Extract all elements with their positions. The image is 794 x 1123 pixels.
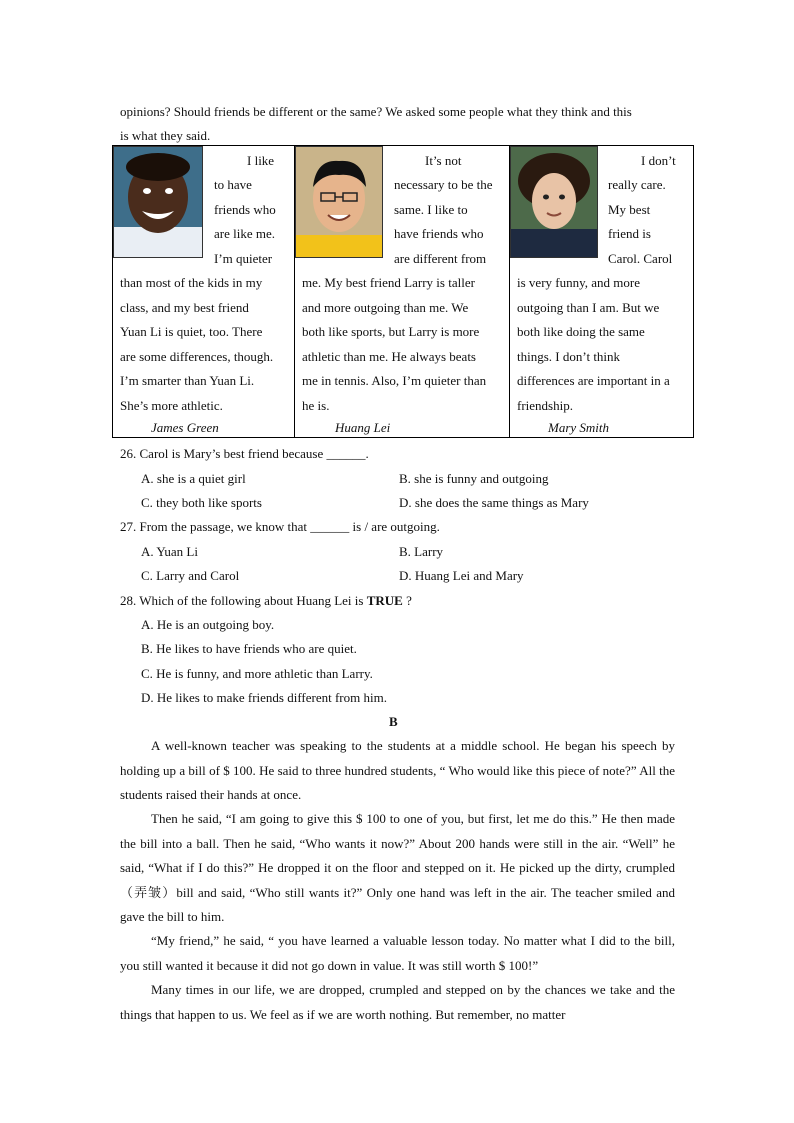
- question-26-option-b[interactable]: B. she is funny and outgoing: [399, 471, 549, 486]
- james-line-6: class, and my best friend: [120, 300, 249, 315]
- mary-line-5: is very funny, and more: [517, 275, 640, 290]
- opinion-mary-smith: [510, 146, 693, 437]
- mary-line-1: really care.: [608, 177, 666, 192]
- section-b-title: B: [389, 714, 398, 729]
- mary-line-7: both like doing the same: [517, 324, 645, 339]
- opinion-james-green: [113, 146, 295, 437]
- section-b-paragraph-1: A well-known teacher was speaking to the students at a middle school. He began his speech by holding up a bill of $ 100. He said to three hundred students, “ Who would like this piece of note?” All the students raised their hands at once.: [120, 738, 675, 802]
- opinions-table: [112, 145, 694, 438]
- question-27-stem: 27. From the passage, we know that ______ is / are outgoing.: [120, 519, 440, 534]
- question-28-option-b[interactable]: B. He likes to have friends who are quiet.: [141, 641, 357, 656]
- question-26-option-c[interactable]: C. they both like sports: [141, 495, 262, 510]
- james-line-8: are some differences, though.: [120, 349, 274, 364]
- james-line-2: friends who: [214, 202, 276, 217]
- james-green-name: James Green: [151, 420, 219, 435]
- huang-line-1: necessary to be the: [394, 177, 493, 192]
- question-28-stem: [120, 592, 412, 610]
- question-27-option-a[interactable]: A. Yuan Li: [141, 544, 198, 559]
- huang-line-0: It’s not: [425, 153, 462, 168]
- james-line-9: I’m smarter than Yuan Li.: [120, 373, 255, 388]
- james-line-3: are like me.: [214, 226, 275, 241]
- question-28-stem-bold: TRUE: [366, 593, 403, 608]
- huang-line-10: he is.: [302, 398, 330, 413]
- question-28-option-a[interactable]: A. He is an outgoing boy.: [141, 617, 275, 632]
- opinion-huang-lei: [295, 146, 510, 437]
- huang-line-7: both like sports, but Larry is more: [302, 324, 480, 339]
- mary-line-0: I don’t: [641, 153, 676, 168]
- mary-line-10: friendship.: [517, 398, 573, 413]
- huang-line-5: me. My best friend Larry is taller: [302, 275, 475, 290]
- mary-line-3: friend is: [608, 226, 651, 241]
- james-line-10: She’s more athletic.: [120, 398, 223, 413]
- question-28-option-c[interactable]: C. He is funny, and more athletic than Larry.: [141, 666, 373, 681]
- question-27-option-b[interactable]: B. Larry: [399, 544, 444, 559]
- huang-line-4: are different from: [394, 251, 487, 266]
- james-line-1: to have: [214, 177, 252, 192]
- intro-line-2: is what they said.: [120, 128, 211, 143]
- section-b-paragraph-2: Then he said, “I am going to give this $ 100 to one of you, but first, let me do this.” He then made the bill into a ball. Then he said, “Who wants it now?” About 200 hands were still in the air. “Well” he said, “What if I do this?” He dropped it on the floor and stepped on it. He picked up the dirty, crumpled（弄皱）bill and said, “Who still wants it?” Only one hand was left in the air. The teacher smiled and gave the bill to him.: [120, 811, 675, 924]
- james-line-4: I’m quieter: [214, 251, 273, 266]
- huang-line-2: same. I like to: [394, 202, 468, 217]
- huang-line-3: have friends who: [394, 226, 484, 241]
- huang-lei-name: Huang Lei: [335, 420, 391, 435]
- mary-line-8: things. I don’t think: [517, 349, 621, 364]
- section-b-paragraph-3: “My friend,” he said, “ you have learned a valuable lesson today. No matter what I did to the bill, you still wanted it because it did not go down in value. It was still worth $ 100!”: [120, 933, 675, 973]
- huang-lei-photo: [295, 146, 383, 258]
- question-28-stem-text: 28. Which of the following about Huang Lei is: [120, 593, 367, 608]
- james-line-0: I like: [247, 153, 275, 168]
- question-26-option-d[interactable]: D. she does the same things as Mary: [399, 495, 589, 510]
- question-26-stem: 26. Carol is Mary’s best friend because ______.: [120, 446, 369, 461]
- mary-smith-photo: [510, 146, 598, 258]
- mary-line-9: differences are important in a: [517, 373, 670, 388]
- james-line-5: than most of the kids in my: [120, 275, 263, 290]
- question-28-stem-end: ?: [402, 593, 412, 608]
- huang-line-6: and more outgoing than me. We: [302, 300, 469, 315]
- james-line-7: Yuan Li is quiet, too. There: [120, 324, 263, 339]
- intro-line-1: opinions? Should friends be different or the same? We asked some people what they think and this: [120, 104, 632, 119]
- mary-line-2: My best: [608, 202, 651, 217]
- mary-line-4: Carol. Carol: [608, 251, 673, 266]
- huang-line-9: me in tennis. Also, I’m quieter than: [302, 373, 487, 388]
- mary-line-6: outgoing than I am. But we: [517, 300, 660, 315]
- section-b-paragraph-4: Many times in our life, we are dropped, crumpled and stepped on by the chances we take and the things that happen to us. We feel as if we are worth nothing. But remember, no matter: [120, 982, 675, 1022]
- james-green-photo: [113, 146, 203, 258]
- question-27-option-c[interactable]: C. Larry and Carol: [141, 568, 240, 583]
- mary-smith-name: Mary Smith: [548, 420, 610, 435]
- question-27-option-d[interactable]: D. Huang Lei and Mary: [399, 568, 524, 583]
- huang-line-8: athletic than me. He always beats: [302, 349, 476, 364]
- question-28-option-d[interactable]: D. He likes to make friends different from him.: [141, 690, 387, 705]
- question-26-option-a[interactable]: A. she is a quiet girl: [141, 471, 246, 486]
